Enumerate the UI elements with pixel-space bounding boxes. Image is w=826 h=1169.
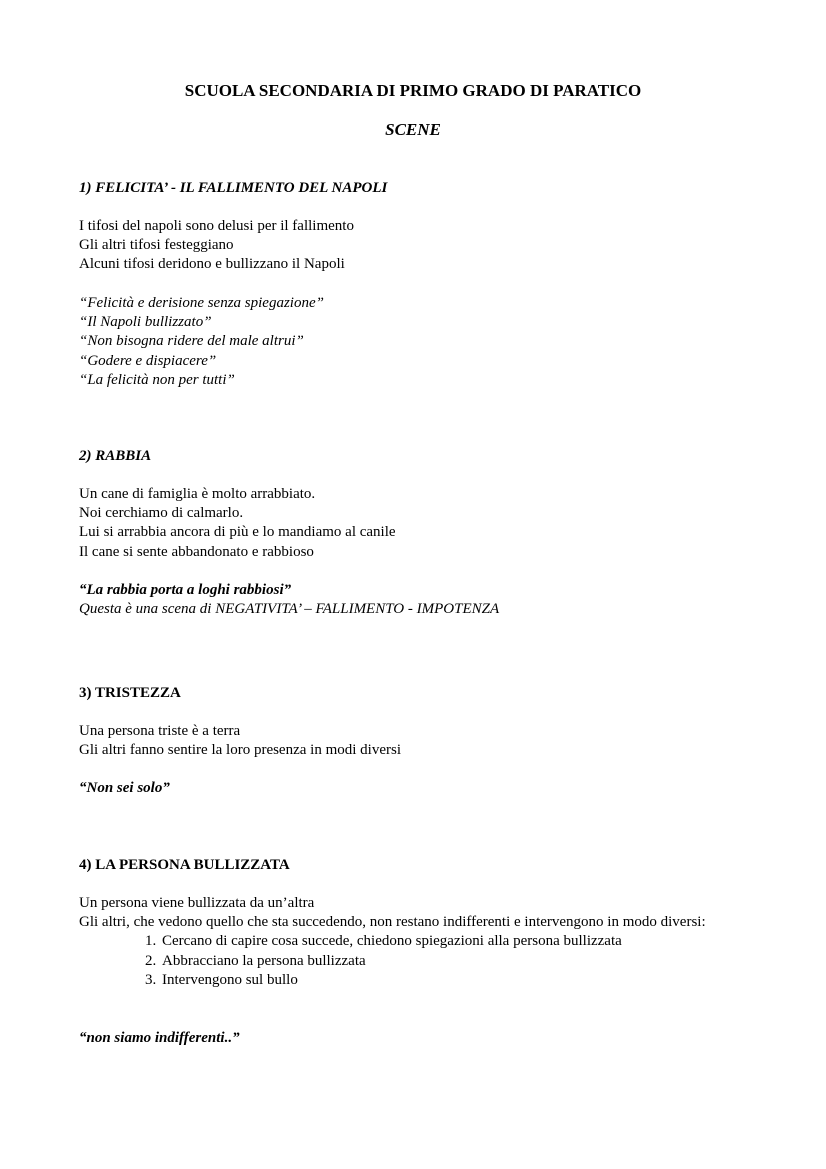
- scene-3-line: Gli altri fanno sentire la loro presenza in modi diversi: [79, 742, 401, 759]
- scene-1-heading: 1) FELICITA’ - IL FALLIMENTO DEL NAPOLI: [79, 180, 388, 196]
- scene-2-description: [79, 485, 747, 562]
- list-item-number: 3.: [145, 971, 157, 988]
- scene-3: [79, 684, 747, 703]
- scene-3-quote: “Non sei solo”: [79, 780, 170, 796]
- scene-4-paragraph: Gli altri, che vedono quello che sta succedendo, non restano indifferenti e intervengono in modo diversi:: [79, 914, 706, 931]
- scene-4-line: Un persona viene bullizzata da un’altra: [79, 895, 315, 911]
- scene-2-line: Lui si arrabbia ancora di più e lo mandiamo al canile: [79, 524, 396, 541]
- scene-1-quotes: [79, 294, 747, 390]
- scene-2-note: Questa è una scena di NEGATIVITA’ – FALLIMENTO - IMPOTENZA: [79, 601, 500, 618]
- list-item: [79, 971, 747, 990]
- scene-4-quote: “non siamo indifferenti..”: [79, 1030, 240, 1046]
- scene-2-line: Un cane di famiglia è molto arrabbiato.: [79, 486, 316, 502]
- scene-4: [79, 856, 747, 875]
- scene-4-quotes: [79, 1029, 747, 1048]
- document-title: SCUOLA SECONDARIA DI PRIMO GRADO DI PARATICO: [184, 81, 642, 100]
- scene-1-description: [79, 217, 747, 275]
- scene-1-quote: “Felicità e derisione senza spiegazione”: [79, 295, 324, 311]
- scene-1-line: I tifosi del napoli sono delusi per il fallimento: [79, 218, 354, 234]
- scene-2-heading: 2) RABBIA: [79, 448, 152, 464]
- list-item-number: 1.: [145, 933, 157, 950]
- list-item-text: Abbracciano la persona bullizzata: [162, 952, 366, 969]
- scene-2-quote: “La rabbia porta a loghi rabbiosi”: [79, 582, 292, 598]
- scene-3-line: Una persona triste è a terra: [79, 723, 241, 739]
- scene-4-list: [79, 932, 747, 990]
- list-item-text: Intervengono sul bullo: [162, 971, 298, 988]
- list-item: [79, 932, 747, 951]
- document-page: [79, 0, 747, 1169]
- scene-1-quote: “Non bisogna ridere del male altrui”: [79, 333, 304, 350]
- scene-4-heading: 4) LA PERSONA BULLIZZATA: [79, 857, 290, 873]
- list-item: [79, 952, 747, 971]
- scene-2-line: Noi cerchiamo di calmarlo.: [79, 505, 244, 522]
- scene-1-quote: “Il Napoli bullizzato”: [79, 314, 212, 331]
- scene-1-quote: “Godere e dispiacere”: [79, 352, 217, 369]
- list-item-number: 2.: [145, 952, 157, 969]
- scene-3-heading: 3) TRISTEZZA: [79, 685, 181, 701]
- scene-1-quote: “La felicità non per tutti”: [79, 371, 235, 388]
- scene-2-line: Il cane si sente abbandonato e rabbioso: [79, 543, 314, 560]
- scene-1-line: Alcuni tifosi deridono e bullizzano il Napoli: [79, 256, 345, 273]
- scene-3-quotes: [79, 779, 747, 798]
- list-item-text: Cercano di capire cosa succede, chiedono spiegazioni alla persona bullizzata: [162, 933, 622, 950]
- scene-2-quotes: [79, 581, 747, 619]
- scene-4-description: [79, 894, 747, 990]
- scene-2: [79, 447, 747, 466]
- document-subtitle: SCENE: [385, 120, 441, 139]
- scene-1-line: Gli altri tifosi festeggiano: [79, 237, 234, 254]
- scene-1: [79, 179, 747, 198]
- scene-3-description: [79, 722, 747, 760]
